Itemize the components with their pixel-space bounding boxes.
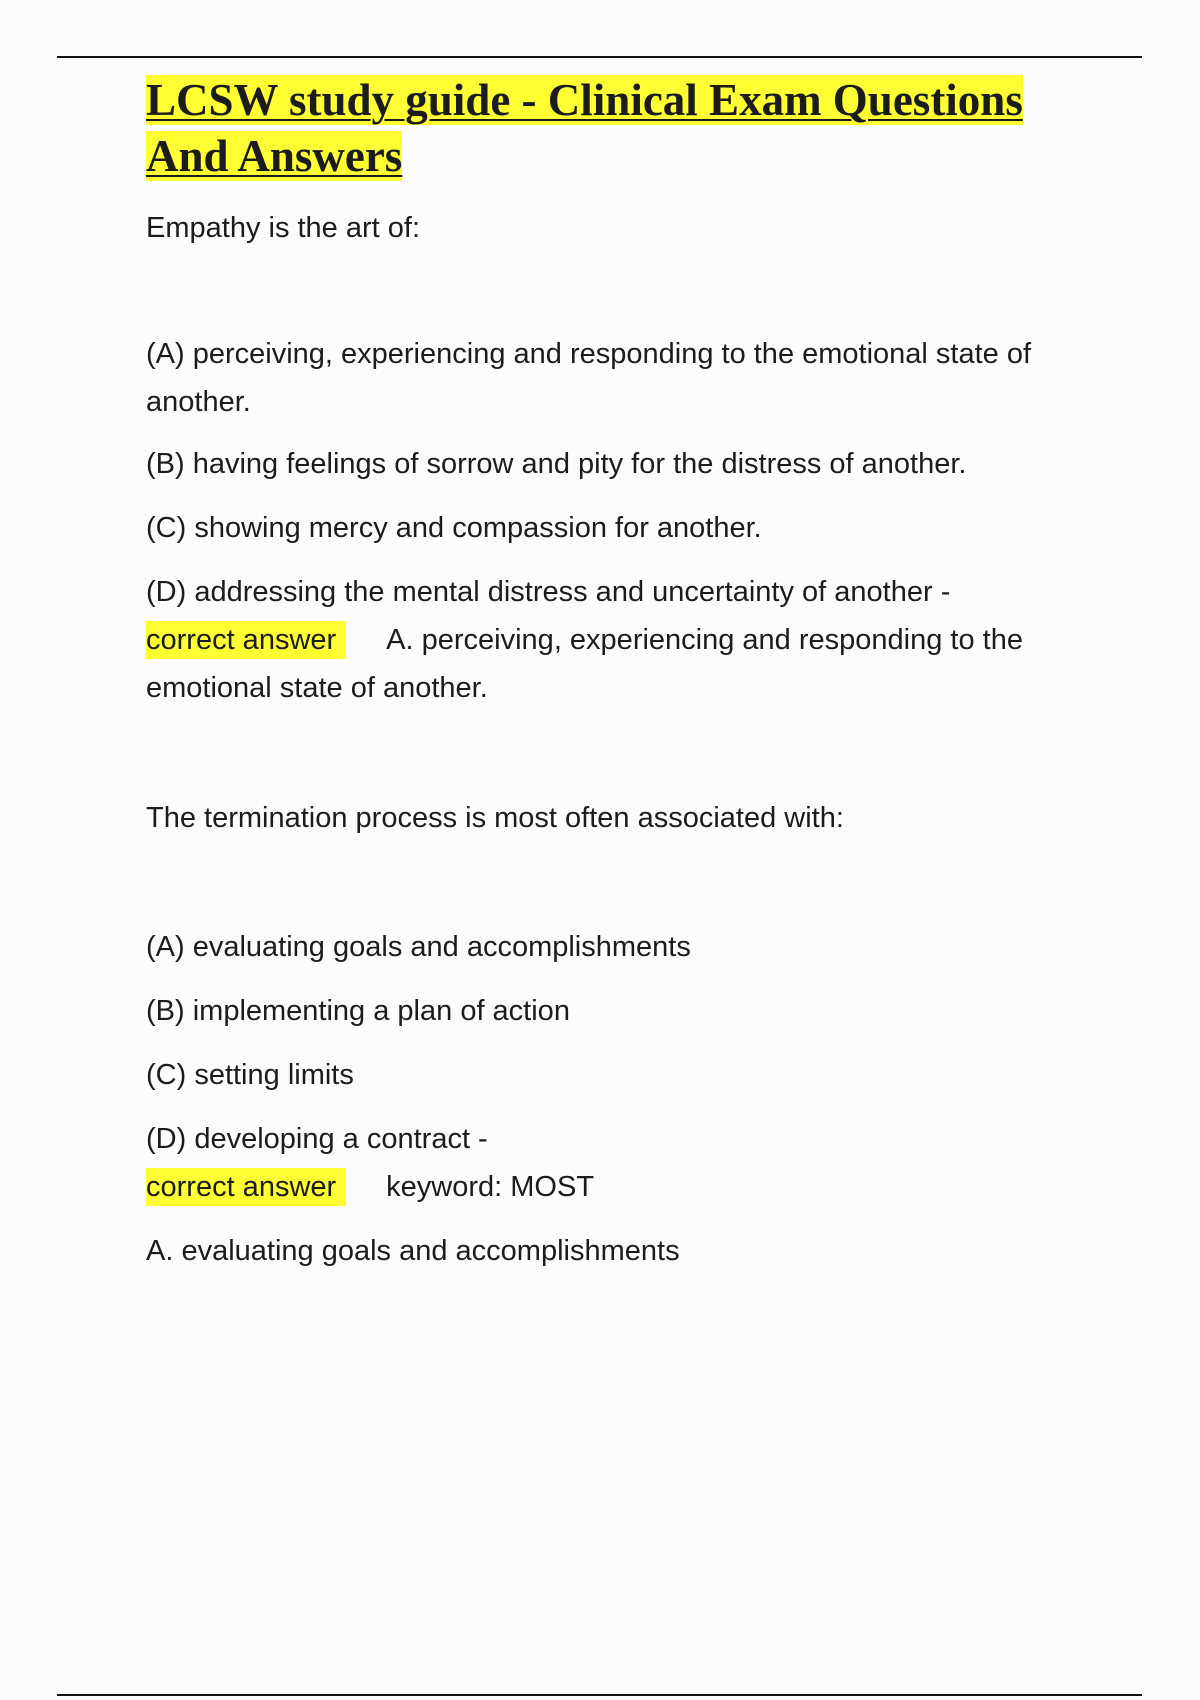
question-2-prompt: The termination process is most often associated with: bbox=[146, 802, 844, 834]
question-2-option-d: (D) developing a contract - bbox=[146, 1123, 488, 1155]
question-2-option-a: (A) evaluating goals and accomplishments bbox=[146, 931, 691, 963]
bottom-rule bbox=[57, 1694, 1142, 1696]
document-title: LCSW study guide - Clinical Exam Questions And Answers bbox=[146, 75, 1023, 181]
correct-answer-highlight: correct answer bbox=[146, 621, 346, 659]
question-1-answer-text: A. perceiving, experiencing and responding to the emotional state of another. bbox=[146, 624, 1023, 704]
question-1-option-a: (A) perceiving, experiencing and responding to the emotional state of another. bbox=[146, 338, 1032, 418]
correct-answer-highlight: correct answer bbox=[146, 1168, 346, 1206]
question-2-option-b: (B) implementing a plan of action bbox=[146, 995, 570, 1027]
question-2-answer-text: A. evaluating goals and accomplishments bbox=[146, 1235, 680, 1267]
question-1-option-b: (B) having feelings of sorrow and pity for the distress of another. bbox=[146, 448, 967, 480]
document-body bbox=[146, 72, 1096, 1275]
question-1-option-c: (C) showing mercy and compassion for another. bbox=[146, 512, 762, 544]
question-2-answer-keyword: keyword: MOST bbox=[386, 1171, 595, 1203]
question-1-option-d: (D) addressing the mental distress and uncertainty of another - bbox=[146, 576, 951, 608]
question-2-answer bbox=[146, 1163, 1096, 1211]
question-1-answer bbox=[146, 616, 1081, 712]
top-rule bbox=[57, 56, 1142, 58]
question-2-option-c: (C) setting limits bbox=[146, 1059, 354, 1091]
question-1-prompt: Empathy is the art of: bbox=[146, 212, 421, 244]
